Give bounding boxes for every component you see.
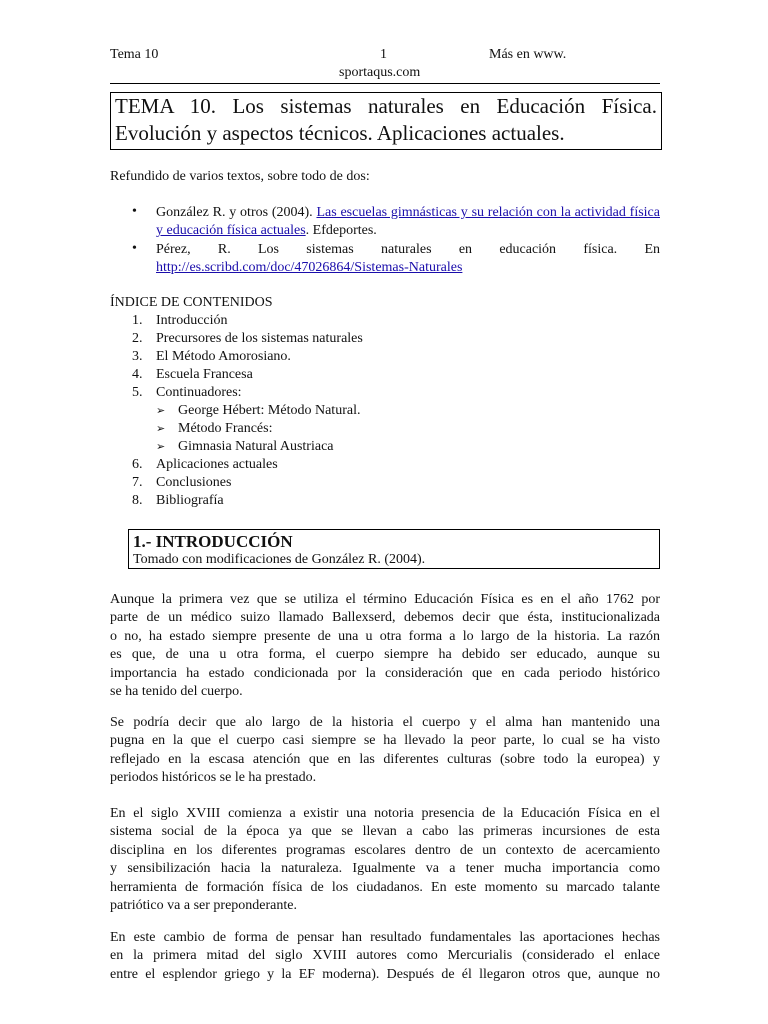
page-number: 1 bbox=[380, 47, 387, 62]
section-heading: 1.- INTRODUCCIÓN bbox=[133, 532, 293, 551]
toc-item: 5. Continuadores: bbox=[132, 385, 242, 400]
toc-item: 1. Introducción bbox=[132, 313, 228, 328]
header-source-domain: sportaqus.com bbox=[339, 65, 421, 80]
toc-item: 8. Bibliografía bbox=[132, 493, 224, 508]
header-source: Más en www. bbox=[489, 47, 567, 62]
bullet-icon: • bbox=[132, 204, 137, 219]
arrow-bullet-icon: ➢ bbox=[156, 422, 166, 435]
toc-subitem: ➢ Gimnasia Natural Austriaca bbox=[156, 439, 334, 454]
section-source-note: Tomado con modificaciones de González R. (2004). bbox=[133, 552, 426, 567]
body-paragraph: Aunque la primera vez que se utiliza el término Educación Física es en el año 1762 por parte de un médico suizo llamado Ballexserd, debemos decir que ésta, institucionalizada o no, ha estado siempre presente de una u otra forma a lo largo de la historia. La razón es que, de una u otra forma, el cuerpo siempre ha debido ser educado, aunque su importancia ha estado condicionada por la consideración que en cada periodo histórico se ha tenido del cuerpo. bbox=[110, 592, 660, 700]
table-of-contents bbox=[110, 312, 660, 510]
toc-item: 7. Conclusiones bbox=[132, 475, 232, 490]
toc-item: 6. Aplicaciones actuales bbox=[132, 457, 278, 472]
toc-item: 2. Precursores de los sistemas naturales bbox=[132, 331, 363, 346]
bullet-icon: • bbox=[132, 241, 137, 256]
reference-url-link[interactable]: http://es.scribd.com/doc/47026864/Sistemas-Naturales bbox=[156, 260, 463, 275]
toc-item: 3. El Método Amorosiano. bbox=[132, 349, 291, 364]
page-header bbox=[110, 47, 660, 84]
toc-item: 4. Escuela Francesa bbox=[132, 367, 253, 382]
arrow-bullet-icon: ➢ bbox=[156, 440, 166, 453]
document-title: TEMA 10. Los sistemas naturales en Educación Física. Evolución y aspectos técnicos. Aplicaciones actuales. bbox=[110, 92, 662, 150]
section-heading-box bbox=[128, 529, 660, 569]
body-paragraph: En este cambio de forma de pensar han resultado fundamentales las aportaciones hechas en la primera mitad del siglo XVIII autores como Mercurialis (considerado el enlace entre el esplendor griego y la EF moderna). Después de él llegaron otros que, aunque no bbox=[110, 930, 660, 982]
toc-heading: ÍNDICE DE CONTENIDOS bbox=[110, 295, 273, 310]
header-topic: Tema 10 bbox=[110, 47, 159, 62]
body-paragraph: Se podría decir que alo largo de la historia el cuerpo y el alma han mantenido una pugna en la que el cuerpo casi siempre se ha llevado la peor parte, lo cual se ha visto reflejado en la escasa atención que en las diferentes culturas (sobre todo la europea) y periodos históricos se le ha prestado. bbox=[110, 715, 660, 786]
arrow-bullet-icon: ➢ bbox=[156, 404, 166, 417]
toc-subitem: ➢ Método Francés: bbox=[156, 421, 273, 436]
intro-text: Refundido de varios textos, sobre todo de dos: bbox=[110, 169, 370, 184]
toc-subitem: ➢ George Hébert: Método Natural. bbox=[156, 403, 361, 418]
body-paragraph: En el siglo XVIII comienza a existir una notoria presencia de la Educación Física en el sistema social de la época ya que se llevan a cabo las primeras incursiones de esta disciplina en los diferentes programas escolares dentro de un contexto de acercamiento y sensibilización hacia la naturaleza. Igualmente va a tener mucha importancia como herramienta de formación física de los ciudadanos. En este momento su marcado talante patriótico va a ser preponderante. bbox=[110, 806, 660, 914]
reference-link[interactable]: Las escuelas gimnásticas y su relación con la actividad física y educación física actuales bbox=[156, 205, 660, 238]
